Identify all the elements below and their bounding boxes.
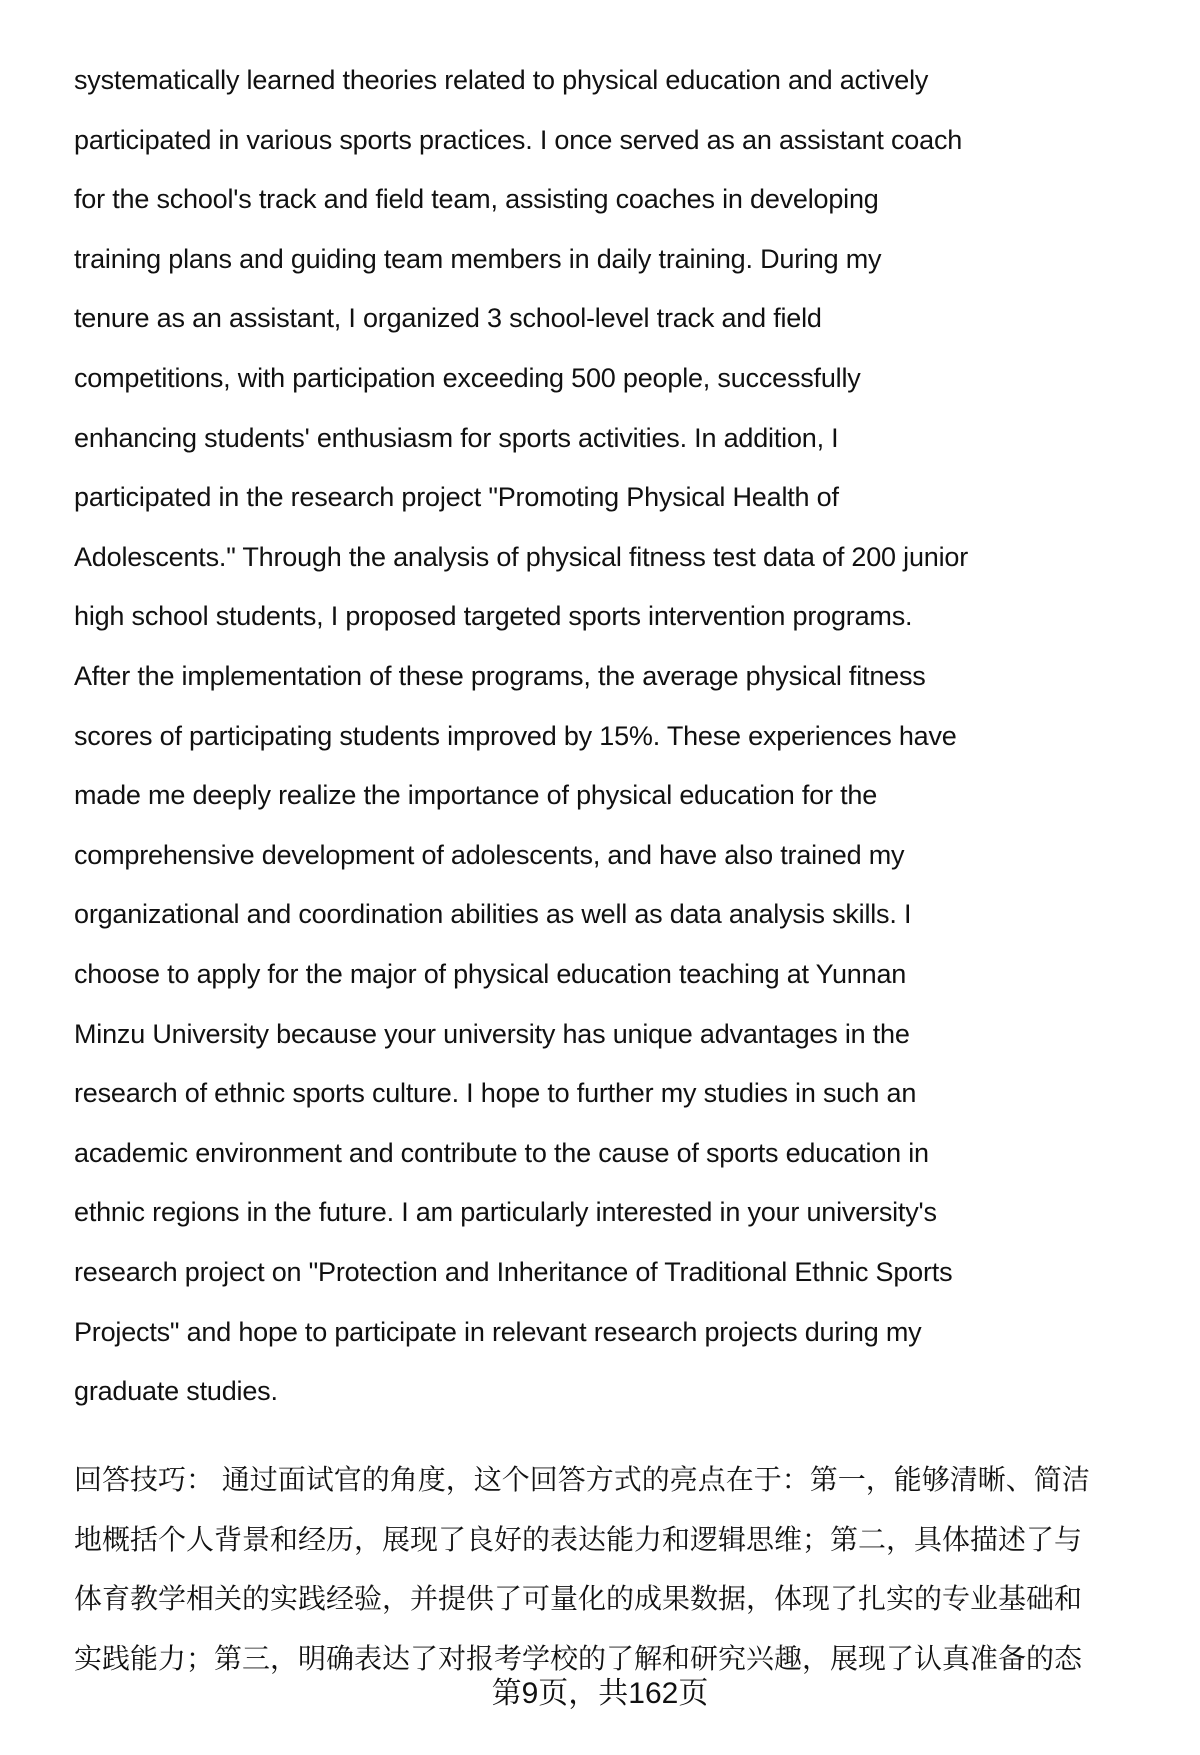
body-line: made me deeply realize the importance of physical education for the (74, 780, 878, 811)
body-line: enhancing students' enthusiasm for sports activities. In addition, I (74, 422, 839, 453)
body-line: systematically learned theories related to physical education and actively (74, 65, 929, 95)
body-line: organizational and coordination abilities as well as data analysis skills. I (74, 899, 912, 930)
tips-line: 地概括个人背景和经历，展现了良好的表达能力和逻辑思维；第二，具体描述了与 (74, 1523, 1083, 1555)
body-line: graduate studies. (74, 1376, 278, 1407)
tips-line: 体育教学相关的实践经验，并提供了可量化的成果数据，体现了扎实的专业基础和 (74, 1583, 1083, 1615)
body-line: comprehensive development of adolescents, and have also trained my (74, 839, 905, 870)
body-line: participated in the research project "Promoting Physical Health of (74, 482, 839, 513)
body-line: ethnic regions in the future. I am particularly interested in your university's (74, 1197, 937, 1228)
body-line: scores of participating students improved by 15%. These experiences have (74, 720, 957, 751)
body-line: competitions, with participation exceeding 500 people, successfully (74, 363, 861, 393)
body-line: Projects" and hope to participate in relevant research projects during my (74, 1316, 922, 1347)
body-line: choose to apply for the major of physical education teaching at Yunnan (74, 959, 907, 989)
tips-line: 实践能力；第三，明确表达了对报考学校的了解和研究兴趣，展现了认真准备的态 (74, 1642, 1083, 1674)
body-line: training plans and guiding team members in daily training. During my (74, 243, 882, 274)
body-line: high school students, I proposed targeted sports intervention programs. (74, 601, 913, 632)
body-line: research of ethnic sports culture. I hope to further my studies in such an (74, 1078, 917, 1109)
body-line: tenure as an assistant, I organized 3 school-level track and field (74, 303, 822, 334)
body-line: After the implementation of these programs, the average physical fitness (74, 661, 926, 691)
body-line: Adolescents." Through the analysis of physical fitness test data of 200 junior (74, 541, 969, 572)
page-number: 第9页，共162页 (491, 1677, 709, 1710)
body-line: Minzu University because your university has unique advantages in the (74, 1018, 910, 1049)
body-line: for the school's track and field team, assisting coaches in developing (74, 184, 879, 215)
body-line: participated in various sports practices. I once served as an assistant coach (74, 124, 963, 155)
body-line: research project on "Protection and Inheritance of Traditional Ethnic Sports (74, 1257, 953, 1287)
body-line: academic environment and contribute to the cause of sports education in (74, 1137, 929, 1168)
tips-line: 回答技巧： 通过面试官的角度，这个回答方式的亮点在于：第一，能够清晰、简洁 (74, 1464, 1090, 1495)
